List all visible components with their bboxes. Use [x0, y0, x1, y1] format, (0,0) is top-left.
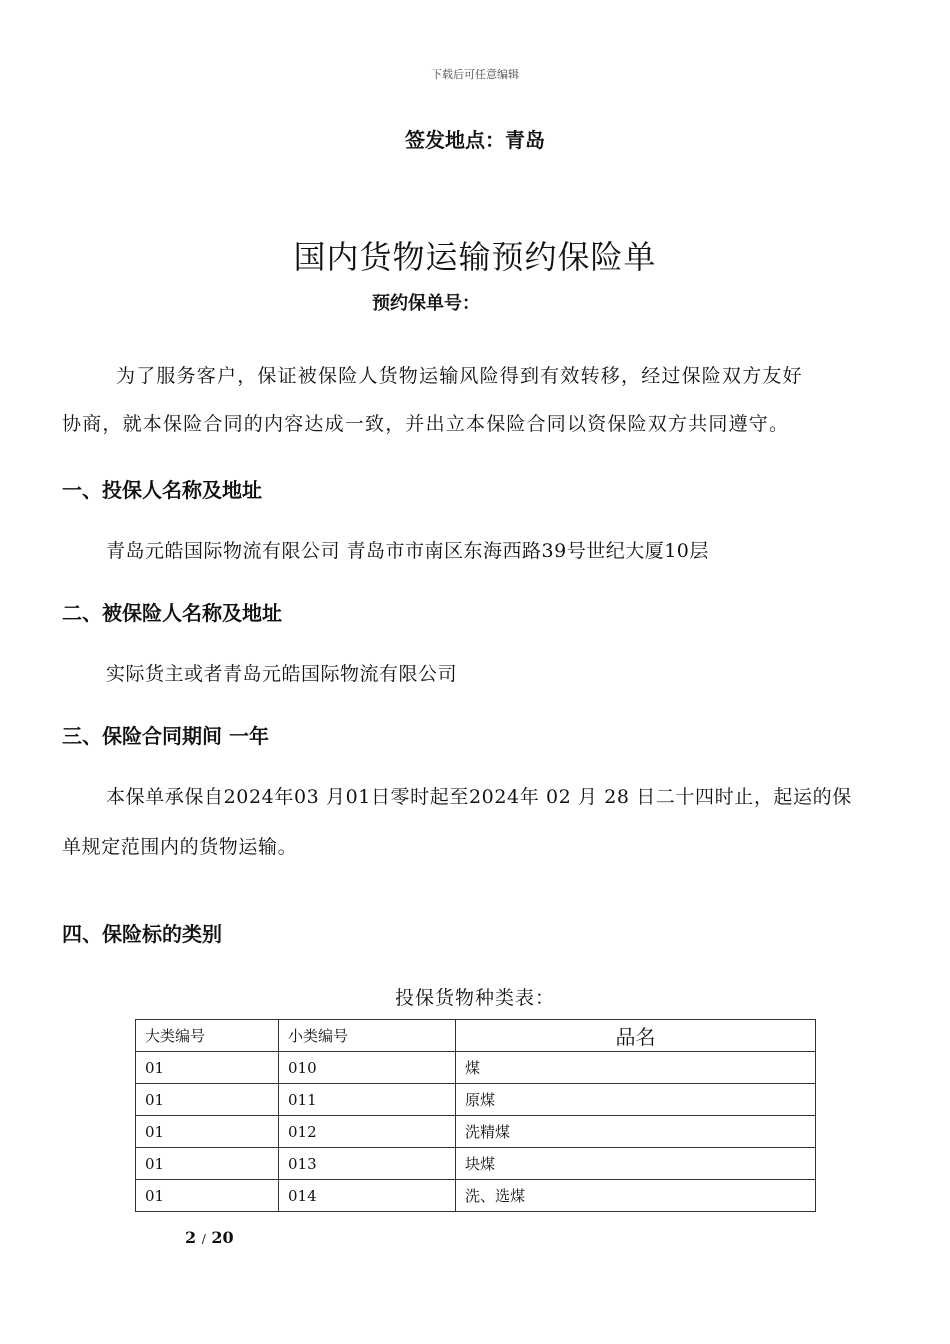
policy-number-label: 预约保单号： — [372, 293, 480, 314]
intro-line-1: 为了服务客户，保证被保险人货物运输风险得到有效转移，经过保险双方友好 — [116, 365, 803, 387]
cell-minor: 013 — [279, 1148, 456, 1180]
cell-minor: 014 — [279, 1180, 456, 1212]
page-separator: / — [201, 1232, 206, 1246]
cell-name: 洗精煤 — [456, 1116, 816, 1148]
cell-major: 01 — [136, 1148, 279, 1180]
page-number — [185, 1228, 234, 1247]
section-2-content: 实际货主或者青岛元皓国际物流有限公司 — [106, 663, 458, 685]
cell-name: 煤 — [456, 1052, 816, 1084]
table-row — [136, 1180, 816, 1212]
document-title: 国内货物运输预约保险单 — [293, 238, 657, 276]
table-header-row — [136, 1020, 816, 1052]
cell-major: 01 — [136, 1084, 279, 1116]
cell-major: 01 — [136, 1116, 279, 1148]
table-caption: 投保货物种类表： — [394, 987, 555, 1009]
header-name: 品名 — [456, 1020, 816, 1052]
page-total: 20 — [211, 1228, 234, 1247]
page-current: 2 — [185, 1228, 197, 1247]
table-row — [136, 1084, 816, 1116]
table-row — [136, 1116, 816, 1148]
cell-name: 块煤 — [456, 1148, 816, 1180]
cell-name: 原煤 — [456, 1084, 816, 1116]
header-minor-code: 小类编号 — [279, 1020, 456, 1052]
section-1-content: 青岛元皓国际物流有限公司 青岛市市南区东海西路39号世纪大厦10层 — [106, 540, 709, 562]
section-4-heading: 四、保险标的类别 — [62, 922, 222, 946]
section-3-heading: 三、保险合同期间 一年 — [62, 724, 269, 748]
cell-minor: 012 — [279, 1116, 456, 1148]
section-3-line-2: 单规定范围内的货物运输。 — [62, 836, 298, 858]
cell-major: 01 — [136, 1052, 279, 1084]
table-row — [136, 1148, 816, 1180]
section-1-heading: 一、投保人名称及地址 — [62, 478, 262, 502]
goods-category-table — [135, 1019, 816, 1212]
header-note: 下载后可任意编辑 — [431, 68, 519, 81]
cell-minor: 010 — [279, 1052, 456, 1084]
cell-minor: 011 — [279, 1084, 456, 1116]
intro-line-2: 协商，就本保险合同的内容达成一致，并出立本保险合同以资保险双方共同遵守。 — [62, 413, 790, 435]
cell-name: 洗、选煤 — [456, 1180, 816, 1212]
section-3-line-1: 本保单承保自2024年03 月01日零时起至2024年 02 月 28 日二十四时止，起运的保 — [106, 786, 852, 808]
section-2-heading: 二、被保险人名称及地址 — [62, 601, 282, 625]
header-major-code: 大类编号 — [136, 1020, 279, 1052]
cell-major: 01 — [136, 1180, 279, 1212]
table-row — [136, 1052, 816, 1084]
issue-place: 签发地点：青岛 — [405, 128, 545, 152]
